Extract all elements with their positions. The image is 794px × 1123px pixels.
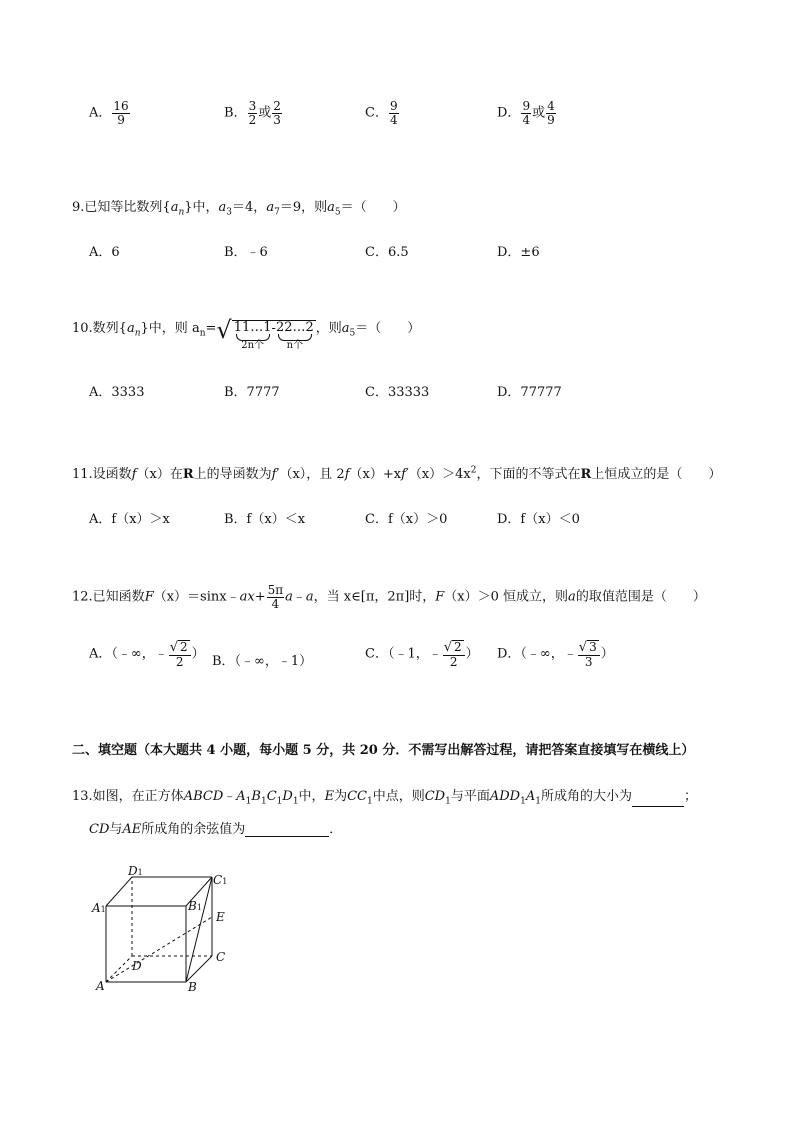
answer-blank-2[interactable] xyxy=(245,836,329,837)
q10-option-a: A．3333 xyxy=(89,385,145,400)
q10-option-c: C．33333 xyxy=(365,385,430,400)
q9-stem: 9.已知等比数列$\{a_n\}$中，$a_3=4$，$a_7=9$，则$a_5=$（ ） xyxy=(72,200,406,218)
q8-option-c: C． $\frac{9}{4}$ xyxy=(365,99,398,127)
q13-line2: CD与AE所成角的余弦值为 ． xyxy=(89,822,343,837)
q10-radicand: 11…1 2n个 -22…2 n个 xyxy=(233,320,314,351)
q11-stem: 11.设函数f（x）在R上的导函数为f′（x），且 $2f(x)+xf'(x)>4x^2$，下面的不等式在R上恒成立的是（ ） xyxy=(72,465,722,482)
q11-option-c: C．f（x）＞0 xyxy=(365,512,448,527)
label-e: E xyxy=(216,910,225,924)
q11-option-d: D．f（x）＜0 xyxy=(497,512,580,527)
q10-stem: 10.数列$\{a_n\}$中，则 $a_n=√$ 11…1 2n个 -22…2 n个 ，则$a_5=$（ ） xyxy=(72,316,421,351)
q9-option-d: D．±6 xyxy=(497,245,540,260)
label-d: D xyxy=(132,959,142,973)
q10-option-d: D．77777 xyxy=(497,385,562,400)
label-a1: A1 xyxy=(92,901,106,915)
q8-option-d: D． $\frac{9}{4}$ 或 $\frac{4}{9}$ xyxy=(497,99,555,127)
q12-option-b: B．（﹣∞，﹣1） xyxy=(212,654,313,669)
label-d1: D1 xyxy=(128,864,143,878)
q12-option-d: D．（﹣∞，﹣ $\frac{√ 3}{3}$ ） xyxy=(497,640,614,669)
label-b1: B1 xyxy=(188,899,202,913)
q12-option-a: A．（﹣∞，﹣ $\frac{√ 2}{2}$ ） xyxy=(89,640,205,669)
label-c: C xyxy=(216,950,226,964)
q13-line1: 13.如图，在正方体$ABCD﹣A_1B_1C_1D_1$中，E为$CC_1$中点，则$CD_1$与平面$ADD_1A_1$所成角的大小为 ； xyxy=(72,789,697,807)
q12-option-c: C．（﹣1，﹣ $\frac{√ 2}{2}$ ） xyxy=(365,640,479,669)
q8-option-b: B． $\frac{3}{2}$ 或 $\frac{2}{3}$ xyxy=(224,99,281,127)
label-b: B xyxy=(188,980,197,994)
answer-blank-1[interactable] xyxy=(632,806,684,807)
label-a: A xyxy=(96,979,105,993)
q10-option-b: B．7777 xyxy=(224,385,280,400)
edge-a1-d1 xyxy=(106,877,132,906)
q9-option-a: A．6 xyxy=(89,245,120,260)
label-c1: C1 xyxy=(213,873,228,887)
segment-b-c1 xyxy=(186,877,212,982)
q9-option-b: B．﹣6 xyxy=(224,245,268,260)
q9-option-c: C．6.5 xyxy=(365,245,409,260)
q12-stem: 12.已知函数F（x）＝sinx﹣ax+ $\frac{5\pi}{4}$ a﹣a，当 x∈[π，2π]时，F（x）＞0 恒成立，则a的取值范围是（ ） xyxy=(72,583,706,611)
q11-option-b: B．f（x）＜x xyxy=(224,512,306,527)
cube-figure xyxy=(88,862,238,997)
q11-option-a: A．f（x）＞x xyxy=(89,512,170,527)
section-heading-fill-in: 二、填空题（本大题共 4 小题，每小题 5 分，共 20 分．不需写出解答过程，请把答案直接填写在横线上） xyxy=(72,743,695,758)
q8-option-a: A． $\frac{16}{9}$ xyxy=(89,99,129,127)
edge-b-c xyxy=(186,956,212,982)
